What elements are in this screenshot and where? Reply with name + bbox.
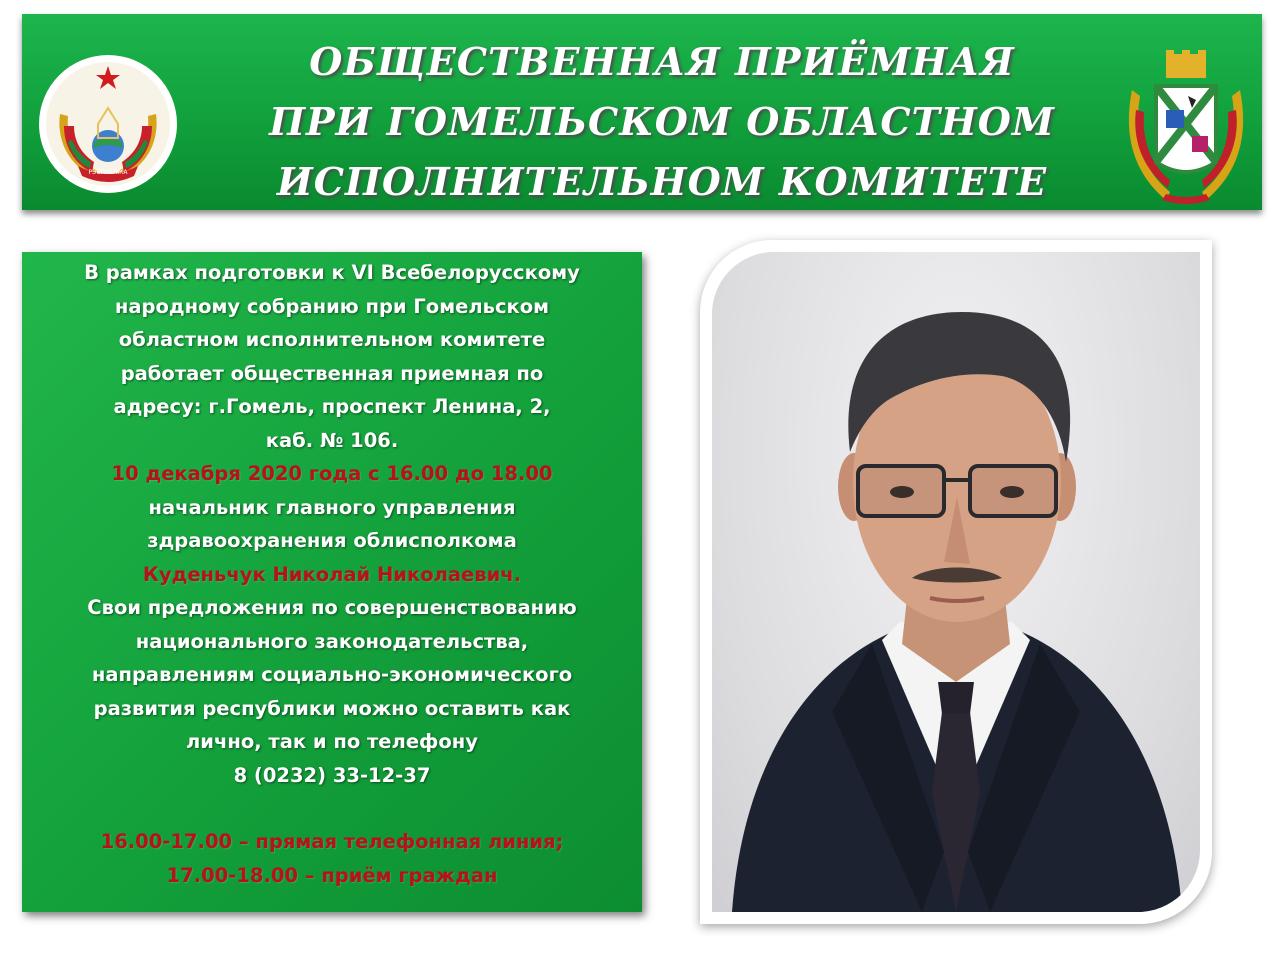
intro-line: каб. № 106. [265, 428, 399, 452]
intro-line: В рамках подготовки к VI Всебелорусскому [84, 261, 580, 284]
intro-line: народному собранию при Гомельском [114, 294, 550, 318]
belarus-coat-of-arms-icon [38, 54, 178, 194]
gomel-region-coat-of-arms-icon [1122, 50, 1250, 210]
info-panel [22, 252, 642, 912]
spacer [22, 792, 642, 825]
position-line: здравоохранения облисполкома [147, 529, 517, 552]
title-line-3: ИСПОЛНИТЕЛЬНОМ КОМИТЕТЕ [276, 159, 1048, 204]
proposal-line: направлениям социально-экономического [91, 663, 573, 686]
official-name: Куденьчук Николай Николаевич. [142, 562, 522, 586]
header-banner [22, 14, 1262, 210]
position-line: начальник главного управления [148, 495, 516, 519]
title-line-1: ОБЩЕСТВЕННАЯ ПРИЁМНАЯ [309, 39, 1015, 84]
official-portrait-image [712, 252, 1200, 912]
portrait-frame [700, 240, 1212, 924]
intro-line: адресу: г.Гомель, проспект Ленина, 2, [113, 395, 551, 418]
intro-line: работает общественная приемная по [120, 361, 544, 385]
proposal-line: лично, так и по телефону [186, 730, 478, 753]
intro-line: областном исполнительном комитете [118, 328, 546, 351]
schedule-line: 17.00-18.00 – приём граждан [166, 863, 498, 887]
phone-number: 8 (0232) 33-12-37 [233, 763, 431, 787]
svg-text:РЭСПУБЛІКА: РЭСПУБЛІКА [88, 169, 128, 176]
schedule-line: 16.00-17.00 – прямая телефонная линия; [100, 830, 564, 853]
title-line-2: ПРИ ГОМЕЛЬСКОМ ОБЛАСТНОМ [269, 99, 1055, 144]
page-title [212, 32, 1112, 212]
proposal-line: развития республики можно оставить как [93, 696, 571, 720]
portrait-photo [712, 252, 1200, 912]
proposal-line: национального законодательства, [135, 629, 529, 653]
proposal-line: Свои предложения по совершенствованию [87, 596, 577, 619]
date-time-line: 10 декабря 2020 года с 16.00 до 18.00 [111, 462, 553, 485]
